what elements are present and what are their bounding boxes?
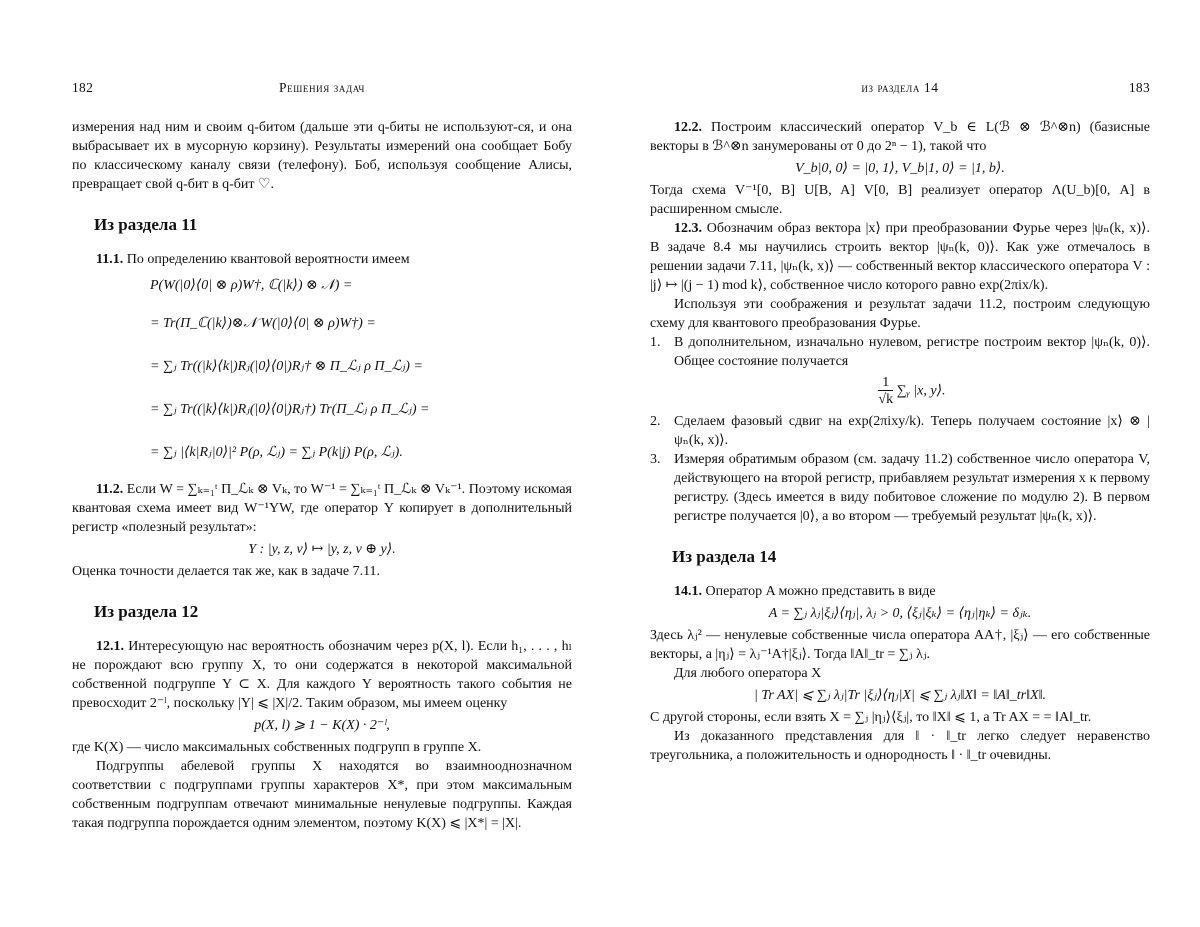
list-item xyxy=(650,412,1150,450)
running-title: из раздела 14 xyxy=(861,80,939,95)
running-title: Решения задач xyxy=(279,80,365,95)
equation-line: = ∑ⱼ Tr((|k⟩⟨k|)Rⱼ(|0⟩⟨0|)Rⱼ†) Tr(Π_ℒⱼ ρ Π_ℒⱼ) = xyxy=(150,402,430,417)
list-marker: 2. xyxy=(650,414,661,429)
problem-11-2 xyxy=(72,480,572,537)
paragraph: где K(X) — число максимальных собственных подгрупп в группе X. xyxy=(72,740,482,755)
problem-12-2 xyxy=(650,118,1150,156)
paragraph-text: Построим классический оператор V_b ∈ L(ℬ ⊗ ℬ^⊗n) (базисные векторы в ℬ^⊗n занумерованы от 0 до 2ⁿ − 1), такой что xyxy=(650,120,1150,154)
page-number: 182 xyxy=(72,80,94,95)
list-item-text: Сделаем фазовый сдвиг на exp(2πixy/k). Теперь получаем состояние |x⟩ ⊗ |ψₙ(k, x)⟩. xyxy=(674,414,1150,448)
running-head xyxy=(72,80,572,100)
equation-12-1: p(X, l) ⩾ 1 − K(X) · 2⁻ˡ, xyxy=(254,718,390,733)
equation-11-2: Y : |y, z, v⟩ ↦ |y, z, v ⊕ y⟩. xyxy=(248,542,396,557)
equation-rest: ∑ᵧ |x, y⟩. xyxy=(896,383,946,399)
list-item-text: В дополнительном, изначально нулевом, регистре построим вектор |ψₙ(k, 0)⟩. Общее состояние получается xyxy=(674,335,1150,369)
equation-12-2: V_b|0, 0⟩ = |0, 1⟩, V_b|1, 0⟩ = |1, b⟩. xyxy=(795,161,1005,176)
list-item xyxy=(650,450,1150,526)
problem-number: 14.1. xyxy=(674,584,702,599)
paragraph: Подгруппы абелевой группы X находятся во взаимнооднозначном соответствии с подгруппами группы характеров X*, при этом максимальным собственным подгруппам отвечают минимальные ненулевые подгруппы. Каждая такая подгруппа порождается одним элементом, поэтому K(X) ⩽ |X*| = |X|. xyxy=(72,759,572,831)
paragraph-text: Оператор A можно представить в виде xyxy=(705,584,936,599)
paragraph: Из доказанного представления для ‖ · ‖_tr легко следует неравенство треугольника, а положительность и однородность ‖ · ‖_tr очевидны. xyxy=(650,729,1150,763)
equation-line: = ∑ⱼ Tr((|k⟩⟨k|)Rⱼ(|0⟩⟨0|)Rⱼ† ⊗ Π_ℒⱼ ρ Π_ℒⱼ) = xyxy=(150,359,423,374)
fraction-denominator: √k xyxy=(878,392,894,407)
paragraph-text: По определению квантовой вероятности имеем xyxy=(126,252,410,267)
page-body xyxy=(72,118,572,833)
paragraph: Здесь λⱼ² — ненулевые собственные числа оператора AA†, |ξⱼ⟩ — его собственные векторы, а |ηⱼ⟩ = λⱼ⁻¹A†|ξⱼ⟩. Тогда ‖A‖_tr = ∑ⱼ λⱼ. xyxy=(650,628,1150,662)
right-page xyxy=(650,0,1150,927)
steps-list xyxy=(650,333,1150,526)
list-marker: 1. xyxy=(650,335,661,350)
equation-line: = ∑ⱼ |⟨k|Rⱼ|0⟩|² P(ρ, ℒⱼ) = ∑ⱼ P(k|j) P(ρ, ℒⱼ). xyxy=(150,445,403,460)
list-marker: 3. xyxy=(650,452,661,467)
equation-11-1 xyxy=(150,271,572,476)
equation-14-2: | Tr AX| ⩽ ∑ⱼ λⱼ|Tr |ξⱼ⟩⟨ηⱼ|X| ⩽ ∑ⱼ λⱼ‖X‖ = ‖A‖_tr‖X‖. xyxy=(753,688,1047,703)
fraction-numerator: 1 xyxy=(878,375,893,391)
paragraph-text: Если W = ∑ₖ₌₁ᵗ Π_ℒₖ ⊗ Vₖ, то W⁻¹ = ∑ₖ₌₁ᵗ Π_ℒₖ ⊗ Vₖ⁻¹. Поэтому искомая квантовая схема имеет вид W⁻¹YW, где оператор Y копирует в дополнительный регистр «полезный результат»: xyxy=(72,482,572,535)
problem-14-1 xyxy=(650,582,1150,601)
equation-line: = Tr(Π_ℂ(|k⟩)⊗𝒩 W(|0⟩⟨0| ⊗ ρ)W†) = xyxy=(150,316,376,331)
problem-number: 11.2. xyxy=(96,482,124,497)
section-heading-11: Из раздела 11 xyxy=(94,215,198,234)
problem-number: 12.3. xyxy=(674,221,702,236)
paragraph: Оценка точности делается так же, как в задаче 7.11. xyxy=(72,564,381,579)
problem-number: 12.1. xyxy=(96,639,124,654)
section-heading-12: Из раздела 12 xyxy=(94,602,199,621)
continuation-paragraph: измерения над ним и своим q-битом (дальше эти q-биты не используют-ся, и она выбрасывает их в мусорную корзину). Результаты измерений она сообщает Бобу по классическому каналу связи (телефону). Боб, используя сообщение Алисы, превращает свой q-бит в q-бит ♡. xyxy=(72,120,572,192)
equation-line: P(W(|0⟩⟨0| ⊗ ρ)W†, ℂ(|k⟩) ⊗ 𝒩) = xyxy=(150,278,353,293)
problem-number: 12.2. xyxy=(674,120,702,135)
list-item xyxy=(650,333,1150,408)
paragraph-text: Обозначим образ вектора |x⟩ при преобразовании Фурье через |ψₙ(k, x)⟩. В задаче 8.4 мы научились строить вектор |ψₙ(k, 0)⟩. Как уже отмечалось в решении задачи 7.11, |ψₙ(k, x)⟩ — собственный вектор классического оператора V : |j⟩ ↦ |(j − 1) mod k⟩, собственное число которого равно exp(2πix/k). xyxy=(650,221,1151,293)
paragraph-text: Интересующую нас вероятность обозначим через p(X, l). Если h₁, . . . , hₗ не порождают всю группу X, то они содержатся в некоторой максимальной собственной подгруппе Y ⊂ X. Для каждого Y вероятность такого события не превосходит 2⁻ˡ, поскольку |Y| ⩽ |X|/2. Таким образом, мы имеем оценку xyxy=(72,639,572,711)
equation-fourier-state xyxy=(674,375,1150,408)
paragraph: С другой стороны, если взять X = ∑ⱼ |ηⱼ⟩⟨ξⱼ|, то ‖X‖ ⩽ 1, а Tr AX = = ‖A‖_tr. xyxy=(650,710,1092,725)
problem-12-3 xyxy=(650,219,1150,295)
paragraph: Тогда схема V⁻¹[0, B] U[B, A] V[0, B] реализует оператор Λ(U_b)[0, A] в расширенном смысле. xyxy=(650,183,1150,217)
section-heading-14: Из раздела 14 xyxy=(672,547,777,566)
problem-number: 11.1. xyxy=(96,252,124,267)
page-number: 183 xyxy=(1128,80,1150,95)
fraction xyxy=(878,375,893,408)
paragraph: Используя эти соображения и результат задачи 11.2, построим следующую схему для квантового преобразования Фурье. xyxy=(650,297,1150,331)
problem-12-1 xyxy=(72,637,572,713)
list-item-text: Измеряя обратимым образом (см. задачу 11.2) собственное число оператора V, действующего на второй регистр, прибавляем результат измерения x к первому регистру. (Здесь имеется в виду побитовое сложение по модулю 2). В первом регистре получается |0⟩, а во втором — требуемый результат |ψₙ(k, x)⟩. xyxy=(674,452,1150,524)
paragraph: Для любого оператора X xyxy=(674,666,822,681)
page-body xyxy=(650,118,1150,765)
running-head xyxy=(650,80,1150,100)
left-page xyxy=(72,0,572,927)
equation-14-1: A = ∑ⱼ λⱼ|ξⱼ⟩⟨ηⱼ|, λⱼ > 0, ⟨ξⱼ|ξₖ⟩ = ⟨ηⱼ|ηₖ⟩ = δⱼₖ. xyxy=(768,606,1032,621)
problem-11-1 xyxy=(72,250,572,269)
